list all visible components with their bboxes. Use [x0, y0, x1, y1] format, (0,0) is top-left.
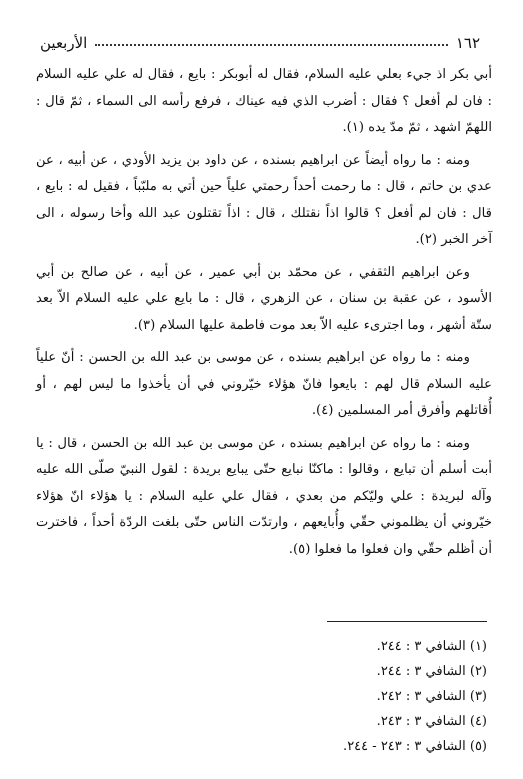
main-text	[36, 62, 492, 569]
footnote: (١) الشافي ٣ : ٢٤٤.	[376, 639, 487, 654]
paragraph: أبي بكر اذ جيء بعلي عليه السلام، فقال له أبوبكر : بايع ، فقال له علي عليه السلام : فان لم أفعل ؟ فقال : أضرب الذي فيه عيناك ، فرفع رأسه الى السماء ، ثمّ قال : اللهمّ اشهد ، ثمّ مدّ يده (١).	[36, 67, 492, 135]
paragraph: ومنه : ما رواه عن ابراهيم بسنده ، عن موسى بن عبد الله بن الحسن ، قال : يا أبت أسلم أن تبايع ، وقالوا : ماكنّا نبايع حتّى يبايع بريدة : لقول النبيّ صلّى الله عليه وآله لبريدة : علي وليّكم من بعدي ، فقال علي عليه السلام : يا هؤلاء انّ هؤلاء خيّروني أن يظلموني حقّي وأُبايعهم ، وارتدّت الناس حتّى بلغت الردّة أحداً ، فاخترت أن أظلم حقّي وان فعلوا ما فعلوا (٥).	[36, 435, 492, 557]
footnote: (٢) الشافي ٣ : ٢٤٤.	[376, 664, 487, 679]
header-dotted-leader	[95, 44, 448, 46]
footnote: (٥) الشافي ٣ : ٢٤٣ - ٢٤٤.	[343, 739, 487, 754]
footnote: (٣) الشافي ٣ : ٢٤٢.	[376, 689, 487, 704]
paragraph: ومنه : ما رواه أيضاً عن ابراهيم بسنده ، عن داود بن يزيد الأودي ، عن أبيه ، عن عدي بن حاتم ، قال : ما رحمت أحداً رحمتي علياً حين أتي به ملبّباً ، فقيل له : بايع ، قال : فان لم أفعل ؟ قالوا اذاً نقتلك ، قال : اذاً تقتلون عبد الله وأخا رسوله ، الى آخر الخبر (٢).	[36, 152, 492, 247]
paragraph: وعن ابراهيم الثقفي ، عن محمّد بن أبي عمير ، عن أبيه ، عن صالح بن أبي الأسود ، عن عقبة بن سنان ، عن الزهري ، قال : ما بايع علي عليه السلام الاّ بعد ستّة أشهر ، وما اجترىء عليه الاّ بعد موت فاطمة عليها السلام (٣).	[36, 264, 492, 333]
footnote: (٤) الشافي ٣ : ٢٤٣.	[376, 714, 487, 729]
page-number: ١٦٢	[455, 34, 480, 52]
paragraph: ومنه : ما رواه عن ابراهيم بسنده ، عن موسى بن عبد الله بن الحسن : أنّ علياً عليه السلام قال لهم : بايعوا فانّ هؤلاء خيّروني في أن يأخذوا ما ليس لهم ، أو أُقاتلهم وأفرق أمر المسلمين (٤).	[36, 350, 492, 418]
footnotes	[187, 634, 487, 759]
footnote-separator	[327, 621, 487, 622]
running-title: الأربعين	[40, 34, 88, 52]
page-header	[40, 28, 480, 52]
